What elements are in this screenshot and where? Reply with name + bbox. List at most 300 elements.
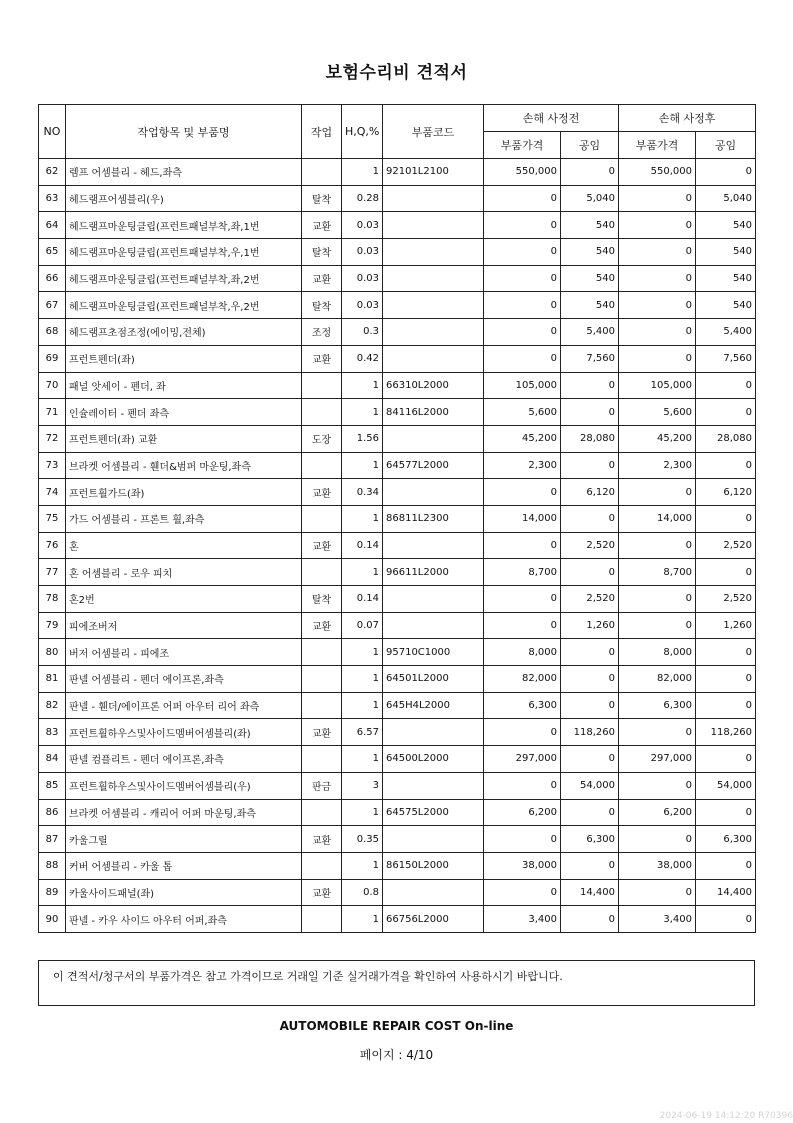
table-row bbox=[39, 399, 756, 426]
row-number: 81 bbox=[39, 666, 66, 693]
header-after-assessment: 손해 사정후 bbox=[619, 105, 756, 132]
item-name: 인슐레이터 - 펜더 좌측 bbox=[66, 399, 302, 426]
labor-before: 0 bbox=[561, 852, 619, 879]
estimate-table bbox=[38, 104, 756, 933]
table-row bbox=[39, 639, 756, 666]
labor-after: 0 bbox=[696, 746, 756, 773]
part-price-after: 0 bbox=[619, 345, 696, 372]
hq-value: 0.14 bbox=[342, 532, 383, 559]
row-number: 62 bbox=[39, 159, 66, 186]
labor-before: 0 bbox=[561, 906, 619, 933]
labor-after: 6,120 bbox=[696, 479, 756, 506]
item-name: 브라켓 어셈블리 - 휀더&범퍼 마운팅,좌측 bbox=[66, 452, 302, 479]
row-number: 70 bbox=[39, 372, 66, 399]
part-price-after: 550,000 bbox=[619, 159, 696, 186]
operation bbox=[302, 746, 342, 773]
labor-after: 0 bbox=[696, 692, 756, 719]
part-code: 84116L2000 bbox=[383, 399, 484, 426]
operation: 교환 bbox=[302, 719, 342, 746]
hq-value: 0.34 bbox=[342, 479, 383, 506]
part-price-before: 0 bbox=[484, 532, 561, 559]
item-name: 프런트휠하우스및사이드멤버어셈블리(우) bbox=[66, 772, 302, 799]
operation bbox=[302, 399, 342, 426]
part-code bbox=[383, 479, 484, 506]
part-code bbox=[383, 292, 484, 319]
item-name: 커버 어셈블리 - 카울 톱 bbox=[66, 852, 302, 879]
labor-after: 0 bbox=[696, 372, 756, 399]
labor-before: 0 bbox=[561, 159, 619, 186]
header-labor-after: 공임 bbox=[696, 132, 756, 159]
labor-before: 28,080 bbox=[561, 425, 619, 452]
part-code: 92101L2100 bbox=[383, 159, 484, 186]
labor-after: 1,260 bbox=[696, 612, 756, 639]
row-number: 66 bbox=[39, 265, 66, 292]
part-price-after: 6,200 bbox=[619, 799, 696, 826]
part-price-before: 0 bbox=[484, 479, 561, 506]
item-name: 판넬 - 휀더/에이프론 어퍼 아우터 리어 좌측 bbox=[66, 692, 302, 719]
row-number: 72 bbox=[39, 425, 66, 452]
table-row bbox=[39, 719, 756, 746]
part-price-before: 0 bbox=[484, 719, 561, 746]
part-price-after: 0 bbox=[619, 319, 696, 346]
part-price-after: 0 bbox=[619, 719, 696, 746]
labor-after: 118,260 bbox=[696, 719, 756, 746]
part-code bbox=[383, 265, 484, 292]
table-row bbox=[39, 692, 756, 719]
table-body bbox=[39, 159, 756, 933]
labor-before: 0 bbox=[561, 452, 619, 479]
labor-before: 54,000 bbox=[561, 772, 619, 799]
hq-value: 6.57 bbox=[342, 719, 383, 746]
operation: 교환 bbox=[302, 612, 342, 639]
labor-before: 5,040 bbox=[561, 185, 619, 212]
labor-after: 0 bbox=[696, 159, 756, 186]
row-number: 64 bbox=[39, 212, 66, 239]
operation: 교환 bbox=[302, 879, 342, 906]
operation: 탈착 bbox=[302, 586, 342, 613]
part-price-before: 105,000 bbox=[484, 372, 561, 399]
item-name: 판넬 어셈블리 - 펜더 에이프론,좌측 bbox=[66, 666, 302, 693]
part-price-before: 0 bbox=[484, 879, 561, 906]
labor-after: 0 bbox=[696, 399, 756, 426]
table-row bbox=[39, 159, 756, 186]
labor-after: 540 bbox=[696, 212, 756, 239]
labor-after: 28,080 bbox=[696, 425, 756, 452]
part-code bbox=[383, 212, 484, 239]
table-row bbox=[39, 239, 756, 266]
table-row bbox=[39, 586, 756, 613]
operation bbox=[302, 799, 342, 826]
part-price-after: 5,600 bbox=[619, 399, 696, 426]
header-no: NO bbox=[39, 105, 66, 159]
labor-before: 540 bbox=[561, 212, 619, 239]
item-name: 버저 어셈블리 - 피에조 bbox=[66, 639, 302, 666]
labor-before: 0 bbox=[561, 746, 619, 773]
labor-after: 0 bbox=[696, 505, 756, 532]
part-price-after: 38,000 bbox=[619, 852, 696, 879]
header-operation: 작업 bbox=[302, 105, 342, 159]
operation bbox=[302, 692, 342, 719]
header-labor-before: 공임 bbox=[561, 132, 619, 159]
hq-value: 0.03 bbox=[342, 265, 383, 292]
part-code: 96611L2000 bbox=[383, 559, 484, 586]
header-part-price-before: 부품가격 bbox=[484, 132, 561, 159]
part-code: 64501L2000 bbox=[383, 666, 484, 693]
part-code bbox=[383, 425, 484, 452]
item-name: 프런트휠가드(좌) bbox=[66, 479, 302, 506]
hq-value: 0.28 bbox=[342, 185, 383, 212]
labor-after: 7,560 bbox=[696, 345, 756, 372]
part-price-before: 6,300 bbox=[484, 692, 561, 719]
part-price-before: 297,000 bbox=[484, 746, 561, 773]
row-number: 65 bbox=[39, 239, 66, 266]
hq-value: 0.03 bbox=[342, 292, 383, 319]
table-row bbox=[39, 185, 756, 212]
brand-footer: AUTOMOBILE REPAIR COST On-line bbox=[279, 1019, 514, 1033]
labor-after: 540 bbox=[696, 239, 756, 266]
labor-after: 54,000 bbox=[696, 772, 756, 799]
hq-value: 1 bbox=[342, 639, 383, 666]
hq-value: 1 bbox=[342, 159, 383, 186]
row-number: 69 bbox=[39, 345, 66, 372]
part-price-after: 0 bbox=[619, 479, 696, 506]
operation bbox=[302, 452, 342, 479]
item-name: 프런트펜더(좌) 교환 bbox=[66, 425, 302, 452]
hq-value: 0.35 bbox=[342, 826, 383, 853]
part-price-before: 0 bbox=[484, 239, 561, 266]
item-name: 헤드램프어셈블리(우) bbox=[66, 185, 302, 212]
part-price-after: 105,000 bbox=[619, 372, 696, 399]
labor-before: 2,520 bbox=[561, 586, 619, 613]
table-row bbox=[39, 852, 756, 879]
part-code bbox=[383, 345, 484, 372]
operation bbox=[302, 159, 342, 186]
labor-before: 0 bbox=[561, 399, 619, 426]
part-price-before: 2,300 bbox=[484, 452, 561, 479]
row-number: 80 bbox=[39, 639, 66, 666]
table-header bbox=[39, 105, 756, 159]
labor-after: 0 bbox=[696, 639, 756, 666]
part-price-before: 0 bbox=[484, 319, 561, 346]
table-row bbox=[39, 826, 756, 853]
labor-before: 0 bbox=[561, 799, 619, 826]
hq-value: 1 bbox=[342, 692, 383, 719]
labor-after: 2,520 bbox=[696, 586, 756, 613]
labor-before: 0 bbox=[561, 372, 619, 399]
labor-before: 0 bbox=[561, 692, 619, 719]
header-before-assessment: 손해 사정전 bbox=[484, 105, 619, 132]
part-price-after: 8,700 bbox=[619, 559, 696, 586]
operation: 탈착 bbox=[302, 185, 342, 212]
operation: 교환 bbox=[302, 479, 342, 506]
labor-after: 5,040 bbox=[696, 185, 756, 212]
part-code bbox=[383, 612, 484, 639]
operation: 조정 bbox=[302, 319, 342, 346]
labor-before: 0 bbox=[561, 559, 619, 586]
labor-before: 2,520 bbox=[561, 532, 619, 559]
table-row bbox=[39, 799, 756, 826]
row-number: 71 bbox=[39, 399, 66, 426]
row-number: 85 bbox=[39, 772, 66, 799]
hq-value: 0.3 bbox=[342, 319, 383, 346]
row-number: 82 bbox=[39, 692, 66, 719]
part-price-after: 6,300 bbox=[619, 692, 696, 719]
part-price-after: 0 bbox=[619, 212, 696, 239]
part-price-after: 3,400 bbox=[619, 906, 696, 933]
part-price-after: 14,000 bbox=[619, 505, 696, 532]
part-price-before: 82,000 bbox=[484, 666, 561, 693]
operation bbox=[302, 906, 342, 933]
hq-value: 1 bbox=[342, 746, 383, 773]
table-row bbox=[39, 612, 756, 639]
table-row bbox=[39, 666, 756, 693]
item-name: 패널 앗세이 - 펜더, 좌 bbox=[66, 372, 302, 399]
operation: 탈착 bbox=[302, 239, 342, 266]
part-code bbox=[383, 826, 484, 853]
item-name: 혼2번 bbox=[66, 586, 302, 613]
labor-after: 0 bbox=[696, 799, 756, 826]
operation bbox=[302, 666, 342, 693]
part-price-before: 5,600 bbox=[484, 399, 561, 426]
table-row bbox=[39, 425, 756, 452]
operation: 교환 bbox=[302, 265, 342, 292]
labor-after: 6,300 bbox=[696, 826, 756, 853]
table-row bbox=[39, 505, 756, 532]
hq-value: 3 bbox=[342, 772, 383, 799]
hq-value: 1 bbox=[342, 666, 383, 693]
item-name: 헤드램프마운팅클립(프런트패널부착,좌,2번 bbox=[66, 265, 302, 292]
table-row bbox=[39, 265, 756, 292]
row-number: 90 bbox=[39, 906, 66, 933]
hq-value: 0.42 bbox=[342, 345, 383, 372]
operation bbox=[302, 639, 342, 666]
price-notice: 이 견적서/청구서의 부품가격은 참고 가격이므로 거래일 기준 실거래가격을 확인하여 사용하시기 바랍니다. bbox=[38, 960, 755, 1006]
part-price-before: 0 bbox=[484, 185, 561, 212]
part-price-before: 3,400 bbox=[484, 906, 561, 933]
row-number: 73 bbox=[39, 452, 66, 479]
part-price-after: 0 bbox=[619, 772, 696, 799]
labor-before: 540 bbox=[561, 292, 619, 319]
labor-before: 0 bbox=[561, 639, 619, 666]
hq-value: 1 bbox=[342, 799, 383, 826]
part-price-after: 2,300 bbox=[619, 452, 696, 479]
labor-after: 0 bbox=[696, 852, 756, 879]
part-price-after: 0 bbox=[619, 586, 696, 613]
operation bbox=[302, 372, 342, 399]
labor-before: 6,300 bbox=[561, 826, 619, 853]
labor-before: 5,400 bbox=[561, 319, 619, 346]
table-row bbox=[39, 559, 756, 586]
row-number: 75 bbox=[39, 505, 66, 532]
labor-before: 118,260 bbox=[561, 719, 619, 746]
part-price-before: 0 bbox=[484, 265, 561, 292]
item-name: 헤드램프마운팅클립(프런트패널부착,좌,1번 bbox=[66, 212, 302, 239]
part-price-after: 0 bbox=[619, 879, 696, 906]
labor-before: 0 bbox=[561, 505, 619, 532]
table-row bbox=[39, 772, 756, 799]
part-price-after: 45,200 bbox=[619, 425, 696, 452]
hq-value: 1 bbox=[342, 906, 383, 933]
hq-value: 1 bbox=[342, 399, 383, 426]
row-number: 67 bbox=[39, 292, 66, 319]
print-timestamp: 2024-06-19 14:12:20 R70396 bbox=[659, 1111, 793, 1121]
item-name: 헤드램프마운팅클립(프런트패널부착,우,1번 bbox=[66, 239, 302, 266]
operation: 도장 bbox=[302, 425, 342, 452]
part-price-before: 0 bbox=[484, 345, 561, 372]
part-code: 86150L2000 bbox=[383, 852, 484, 879]
part-code bbox=[383, 319, 484, 346]
part-code: 64500L2000 bbox=[383, 746, 484, 773]
header-part-code: 부품코드 bbox=[383, 105, 484, 159]
operation: 교환 bbox=[302, 212, 342, 239]
labor-after: 2,520 bbox=[696, 532, 756, 559]
part-price-before: 6,200 bbox=[484, 799, 561, 826]
page-title: 보험수리비 견적서 bbox=[325, 63, 468, 83]
item-name: 피에조버저 bbox=[66, 612, 302, 639]
row-number: 74 bbox=[39, 479, 66, 506]
part-price-after: 0 bbox=[619, 826, 696, 853]
part-code bbox=[383, 879, 484, 906]
operation: 교환 bbox=[302, 345, 342, 372]
operation bbox=[302, 852, 342, 879]
operation: 판금 bbox=[302, 772, 342, 799]
hq-value: 0.8 bbox=[342, 879, 383, 906]
item-name: 카울사이드패널(좌) bbox=[66, 879, 302, 906]
row-number: 63 bbox=[39, 185, 66, 212]
page-number: 페이지 : 4/10 bbox=[359, 1048, 434, 1062]
part-code: 64577L2000 bbox=[383, 452, 484, 479]
row-number: 87 bbox=[39, 826, 66, 853]
hq-value: 1 bbox=[342, 852, 383, 879]
header-item: 작업항목 및 부품명 bbox=[66, 105, 302, 159]
item-name: 가드 어셈블리 - 프론트 휠,좌측 bbox=[66, 505, 302, 532]
item-name: 브라켓 어셈블리 - 캐리어 어퍼 마운팅,좌측 bbox=[66, 799, 302, 826]
item-name: 판넬 - 카우 사이드 아우터 어퍼,좌측 bbox=[66, 906, 302, 933]
hq-value: 1 bbox=[342, 372, 383, 399]
part-code bbox=[383, 239, 484, 266]
part-price-before: 8,000 bbox=[484, 639, 561, 666]
part-code: 86811L2300 bbox=[383, 505, 484, 532]
labor-after: 540 bbox=[696, 292, 756, 319]
part-price-after: 82,000 bbox=[619, 666, 696, 693]
item-name: 카울그릴 bbox=[66, 826, 302, 853]
table-row bbox=[39, 532, 756, 559]
hq-value: 0.03 bbox=[342, 239, 383, 266]
row-number: 84 bbox=[39, 746, 66, 773]
table-row bbox=[39, 212, 756, 239]
hq-value: 1.56 bbox=[342, 425, 383, 452]
operation bbox=[302, 559, 342, 586]
labor-before: 540 bbox=[561, 239, 619, 266]
header-part-price-after: 부품가격 bbox=[619, 132, 696, 159]
item-name: 혼 어셈블리 - 로우 피치 bbox=[66, 559, 302, 586]
labor-before: 14,400 bbox=[561, 879, 619, 906]
hq-value: 0.07 bbox=[342, 612, 383, 639]
part-code bbox=[383, 532, 484, 559]
item-name: 프런트휠하우스및사이드멤버어셈블리(좌) bbox=[66, 719, 302, 746]
part-price-before: 8,700 bbox=[484, 559, 561, 586]
part-code: 645H4L2000 bbox=[383, 692, 484, 719]
table-row bbox=[39, 879, 756, 906]
row-number: 89 bbox=[39, 879, 66, 906]
row-number: 77 bbox=[39, 559, 66, 586]
part-price-after: 0 bbox=[619, 532, 696, 559]
row-number: 88 bbox=[39, 852, 66, 879]
labor-after: 0 bbox=[696, 666, 756, 693]
header-hq: H,Q,% bbox=[342, 105, 383, 159]
item-name: 헤드램프마운팅클립(프런트패널부착,우,2번 bbox=[66, 292, 302, 319]
row-number: 78 bbox=[39, 586, 66, 613]
labor-after: 0 bbox=[696, 559, 756, 586]
part-price-before: 14,000 bbox=[484, 505, 561, 532]
part-price-after: 8,000 bbox=[619, 639, 696, 666]
row-number: 79 bbox=[39, 612, 66, 639]
part-price-after: 0 bbox=[619, 185, 696, 212]
labor-before: 0 bbox=[561, 666, 619, 693]
part-code bbox=[383, 772, 484, 799]
operation: 교환 bbox=[302, 826, 342, 853]
row-number: 68 bbox=[39, 319, 66, 346]
labor-before: 540 bbox=[561, 265, 619, 292]
part-price-after: 0 bbox=[619, 239, 696, 266]
hq-value: 0.03 bbox=[342, 212, 383, 239]
item-name: 렘프 어셈블리 - 헤드,좌측 bbox=[66, 159, 302, 186]
table-row bbox=[39, 292, 756, 319]
labor-after: 0 bbox=[696, 452, 756, 479]
item-name: 판넬 컴플리트 - 펜더 에이프론,좌측 bbox=[66, 746, 302, 773]
part-price-before: 0 bbox=[484, 612, 561, 639]
table-row bbox=[39, 372, 756, 399]
part-price-before: 0 bbox=[484, 212, 561, 239]
part-price-after: 0 bbox=[619, 265, 696, 292]
labor-before: 6,120 bbox=[561, 479, 619, 506]
operation bbox=[302, 505, 342, 532]
labor-after: 540 bbox=[696, 265, 756, 292]
table-row bbox=[39, 345, 756, 372]
part-price-after: 297,000 bbox=[619, 746, 696, 773]
row-number: 76 bbox=[39, 532, 66, 559]
part-price-after: 0 bbox=[619, 612, 696, 639]
hq-value: 0.14 bbox=[342, 586, 383, 613]
hq-value: 1 bbox=[342, 559, 383, 586]
hq-value: 1 bbox=[342, 505, 383, 532]
part-price-before: 38,000 bbox=[484, 852, 561, 879]
part-price-before: 0 bbox=[484, 586, 561, 613]
part-code: 64575L2000 bbox=[383, 799, 484, 826]
table-row bbox=[39, 746, 756, 773]
table-row bbox=[39, 479, 756, 506]
labor-after: 5,400 bbox=[696, 319, 756, 346]
part-price-before: 0 bbox=[484, 772, 561, 799]
table-row bbox=[39, 319, 756, 346]
labor-before: 1,260 bbox=[561, 612, 619, 639]
part-code bbox=[383, 586, 484, 613]
part-code bbox=[383, 719, 484, 746]
operation: 탈착 bbox=[302, 292, 342, 319]
table-row bbox=[39, 906, 756, 933]
item-name: 혼 bbox=[66, 532, 302, 559]
item-name: 프런트펜더(좌) bbox=[66, 345, 302, 372]
part-price-before: 0 bbox=[484, 292, 561, 319]
part-code: 66756L2000 bbox=[383, 906, 484, 933]
operation: 교환 bbox=[302, 532, 342, 559]
part-price-before: 45,200 bbox=[484, 425, 561, 452]
part-price-before: 550,000 bbox=[484, 159, 561, 186]
row-number: 83 bbox=[39, 719, 66, 746]
part-code: 95710C1000 bbox=[383, 639, 484, 666]
table-row bbox=[39, 452, 756, 479]
part-price-after: 0 bbox=[619, 292, 696, 319]
